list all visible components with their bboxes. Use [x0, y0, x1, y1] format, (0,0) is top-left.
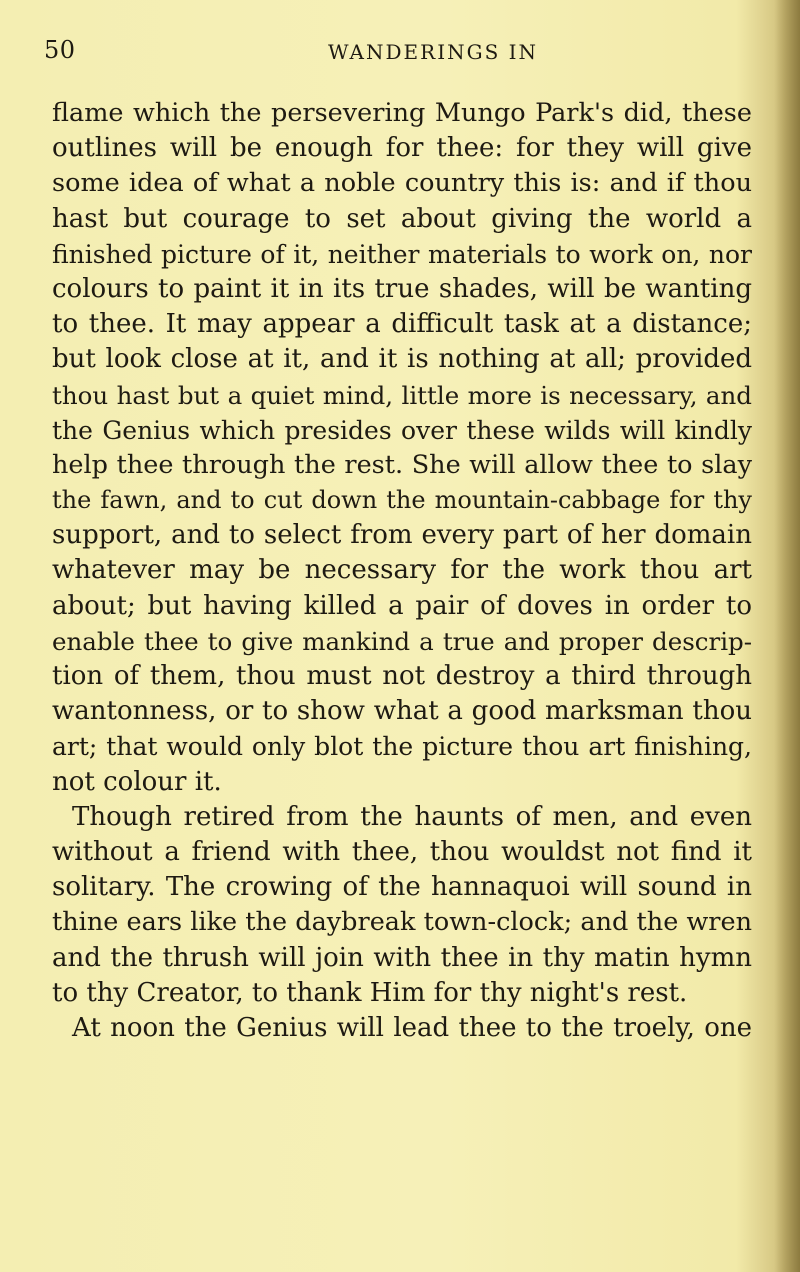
text-line: some idea of what a noble country this is: and if thou: [52, 168, 752, 199]
text-line: but look close at it, and it is nothing at all; provided: [52, 344, 752, 375]
text-line: support, and to select from every part of her domain: [52, 520, 752, 551]
text-line: not colour it.: [52, 766, 222, 797]
paragraph-start-line: At noon the Genius will lead thee to the troely, one: [72, 1012, 752, 1043]
running-head: WANDERINGS IN: [328, 40, 539, 64]
text-line: thou hast but a quiet mind, little more is necessary, and: [52, 380, 752, 410]
text-line: enable thee to give mankind a true and proper descrip-: [52, 626, 752, 656]
page-header: [44, 36, 756, 76]
page-edge-shadow: [774, 0, 800, 1272]
text-line: to thee. It may appear a difficult task at a distance;: [52, 309, 752, 340]
text-line: colours to paint it in its true shades, will be wanting: [52, 273, 752, 304]
text-line: tion of them, thou must not destroy a third through: [52, 661, 752, 691]
text-line: wantonness, or to show what a good marksman thou: [52, 696, 752, 727]
text-line: whatever may be necessary for the work thou art: [52, 555, 752, 586]
text-line: hast but courage to set about giving the world a: [52, 203, 752, 234]
text-line: thine ears like the daybreak town-clock; and the wren: [52, 907, 752, 938]
text-line: flame which the persevering Mungo Park's did, these: [52, 98, 752, 128]
text-line: outlines will be enough for thee: for they will give: [52, 133, 752, 164]
paragraph-start-line: Though retired from the haunts of men, and even: [72, 801, 752, 832]
text-line: solitary. The crowing of the hannaquoi will sound in: [52, 872, 752, 903]
text-line: the Genius which presides over these wilds will kindly: [52, 415, 752, 445]
text-line: and the thrush will join with thee in thy matin hymn: [52, 942, 752, 973]
body-text: [52, 96, 752, 1046]
text-line: the fawn, and to cut down the mountain-cabbage for thy: [52, 486, 752, 515]
page-number: 50: [44, 36, 76, 64]
text-line: art; that would only blot the picture thou art finishing,: [52, 732, 752, 762]
text-line: help thee through the rest. She will allow thee to slay: [52, 449, 752, 480]
text-line: finished picture of it, neither materials to work on, nor: [52, 239, 752, 269]
text-line: to thy Creator, to thank Him for thy night's rest.: [52, 977, 688, 1008]
text-line: without a friend with thee, thou wouldst not find it: [52, 836, 752, 867]
text-line: about; but having killed a pair of doves in order to: [52, 590, 752, 621]
